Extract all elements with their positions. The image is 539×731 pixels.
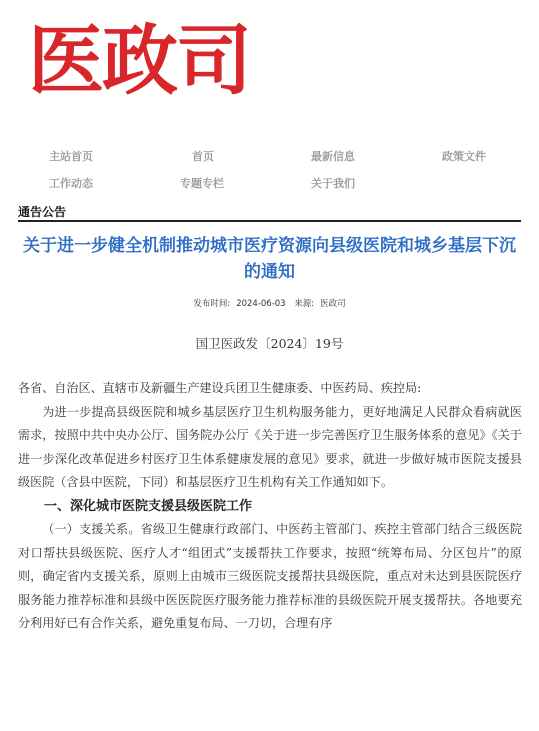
section-header (18, 202, 521, 222)
logo-text: 医政司 (28, 16, 250, 105)
article-title: 关于进一步健全机制推动城市医疗资源向县级医院和城乡基层下沉的通知 (23, 236, 516, 282)
nav-item-policy-documents[interactable]: 政策文件 (442, 150, 486, 163)
nav-item-special-topics[interactable]: 专题专栏 (180, 177, 224, 190)
document-number: 国卫医政发〔2024〕19号 (195, 336, 344, 351)
body-paragraph: （一）支援关系。省级卫生健康行政部门、中医药主管部门、疾控主管部门结合三级医院对口帮扶县级医院、医疗人才“组团式”支援帮扶工作要求，按照“统筹布局、分区包片”的原则，确定省内支援关系，原则上由城市三级医院支援帮扶县级医院，重点对未达到县医院医疗服务能力推荐标准和县级中医医院医疗服务能力推荐标准的县级医院开展支援帮扶。各地要充分利用好已有合作关系，避免重复布局、一刀切，合理有序 (18, 522, 522, 630)
addressee-paragraph: 各省、自治区、直辖市及新疆生产建设兵团卫生健康委、中医药局、疾控局: (18, 381, 422, 395)
source-label: 来源: (294, 299, 315, 309)
nav-item-work-updates[interactable]: 工作动态 (49, 177, 93, 190)
nav-item-about-us[interactable]: 关于我们 (311, 177, 355, 190)
article-meta (18, 297, 521, 309)
source-value: 医政司 (320, 299, 346, 309)
section-heading-1: 一、深化城市医院支援县级医院工作 (44, 498, 253, 514)
intro-paragraph: 为进一步提高县级医院和城乡基层医疗卫生机构服务能力，更好地满足人民群众看病就医需求，按照中共中央办公厅、国务院办公厅《关于进一步完善医疗卫生服务体系的意见》《关于进一步深化改革促进乡村医疗卫生体系健康发展的意见》要求，就进一步做好城市医院支援县级医院（含县中医院，下同）和基层医疗卫生机构有关工作通知如下。 (18, 404, 522, 489)
publish-label: 发布时间: (193, 299, 231, 309)
nav-item-latest-news[interactable]: 最新信息 (311, 150, 355, 163)
publish-date: 2024-06-03 (236, 299, 286, 309)
section-title[interactable]: 通告公告 (18, 205, 67, 219)
nav-item-home[interactable]: 首页 (192, 150, 214, 163)
article-body (18, 377, 522, 636)
site-logo[interactable] (28, 18, 250, 104)
nav-item-main-home[interactable]: 主站首页 (49, 150, 93, 163)
